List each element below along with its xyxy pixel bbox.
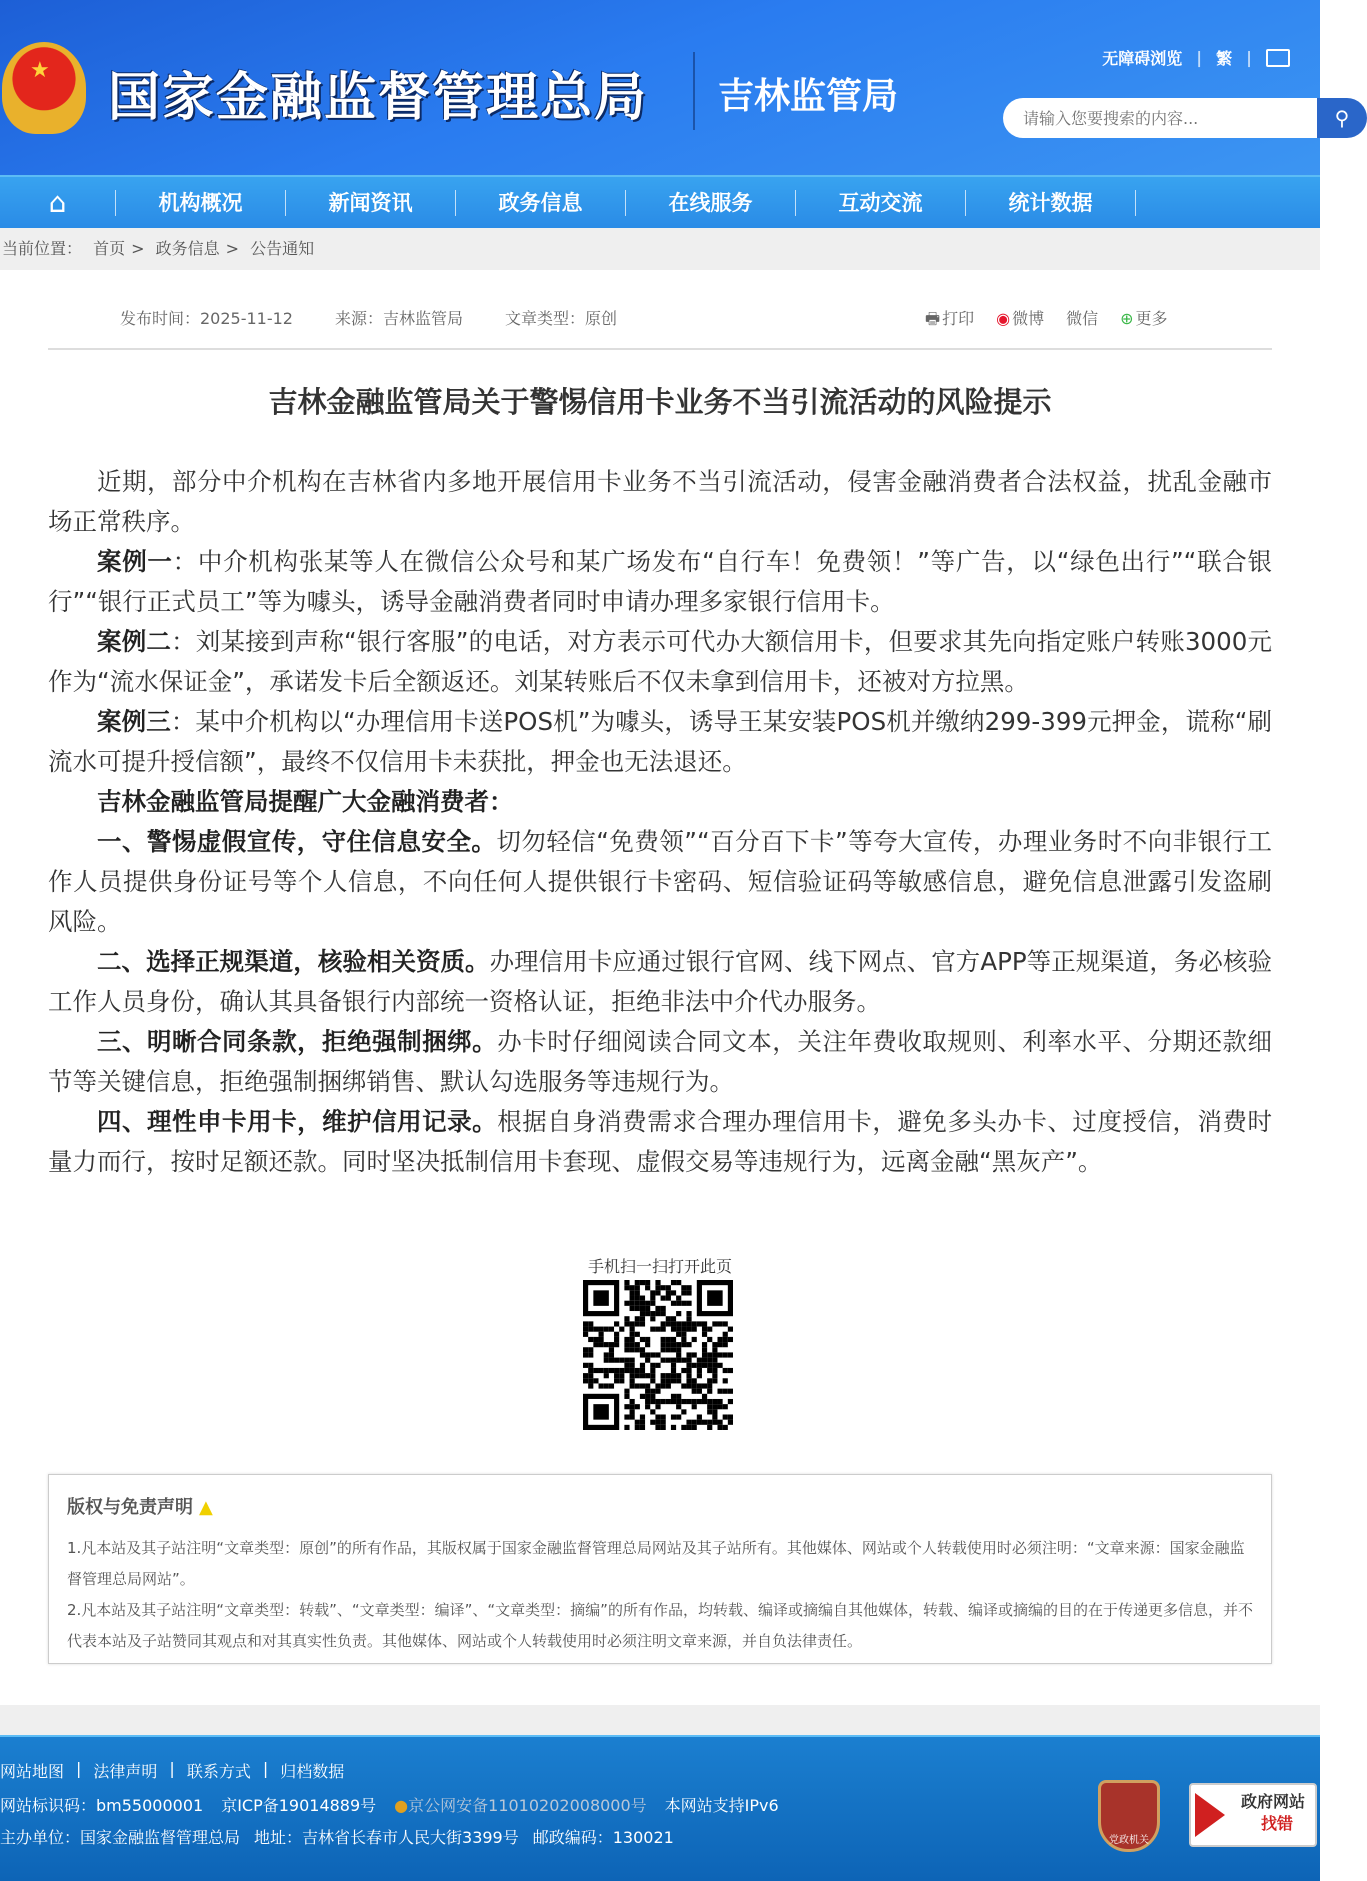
- article-paragraph: [48, 622, 1272, 702]
- postcode-text: 邮政编码：130021: [532, 1828, 674, 1847]
- more-button[interactable]: [1120, 306, 1167, 335]
- breadcrumb-sep: >: [225, 239, 240, 258]
- footer: [0, 1735, 1320, 1881]
- top-links: 无障碍浏览 | 繁 |: [1102, 46, 1290, 69]
- article-paragraph: [48, 822, 1272, 942]
- national-emblem-icon: ★: [2, 42, 86, 134]
- footer-links: 网站地图 | 法律声明 | 联系方式 | 归档数据: [0, 1759, 345, 1781]
- article-title: 吉林金融监管局关于警惕信用卡业务不当引流活动的风险提示: [268, 385, 1052, 419]
- weibo-button[interactable]: [996, 306, 1044, 335]
- home-icon[interactable]: ⌂: [48, 186, 67, 219]
- disclaimer-box: [48, 1474, 1272, 1664]
- weibo-icon: ◉: [996, 309, 1011, 328]
- print-label: 打印: [942, 309, 975, 328]
- paragraph-text: 切勿轻信“免费领”“百分百下卡”等夸大宣传，办理业务时不向非银行工作人员提供身份证号等个人信息，不向任何人提供银行卡密码、短信验证码等敏感信息，避免信息泄露引发盗刷风险。: [48, 827, 1272, 936]
- police-text: 京公网安备11010202008000号: [408, 1796, 647, 1815]
- article-meta: [120, 306, 617, 329]
- qr-code: [583, 1280, 733, 1430]
- search-button[interactable]: [1317, 98, 1367, 138]
- nav-item[interactable]: 互动交流: [795, 190, 965, 216]
- more-label: 更多: [1135, 309, 1168, 328]
- footer-link[interactable]: 联系方式: [186, 1762, 251, 1781]
- paragraph-heading: 四、理性申卡用卡，维护信用记录。: [97, 1107, 498, 1136]
- paragraph-heading: 案例二: [97, 627, 172, 656]
- plus-icon: ⊕: [1120, 309, 1134, 328]
- police-emblem-icon: ●: [394, 1796, 409, 1815]
- mail-icon[interactable]: [1266, 49, 1290, 67]
- breadcrumb: [0, 228, 1320, 270]
- address-text: 地址：吉林省长春市人民大街3399号: [254, 1828, 519, 1847]
- divider: [48, 348, 1272, 350]
- paragraph-heading: 案例三: [97, 707, 171, 736]
- print-button[interactable]: [925, 306, 974, 335]
- paragraph-text: ：中介机构张某等人在微信公众号和某广场发布“自行车！免费领！”等广告，以“绿色出行”“联合银行”“银行正式员工”等为噱头，诱导金融消费者同时申请办理多家银行信用卡。: [48, 547, 1272, 616]
- police-link[interactable]: [394, 1793, 647, 1816]
- footer-link[interactable]: 法律声明: [93, 1762, 158, 1781]
- accessibility-link[interactable]: 无障碍浏览: [1102, 49, 1183, 68]
- party-government-badge[interactable]: [1098, 1780, 1160, 1852]
- paragraph-heading: 三、明晰合同条款，拒绝强制捆绑。: [97, 1027, 498, 1056]
- paragraph-heading: 案例一: [97, 547, 173, 576]
- header: [0, 0, 1350, 175]
- site-id: 网站标识码：bm55000001: [0, 1796, 204, 1815]
- main-nav: [0, 175, 1320, 228]
- breadcrumb-item[interactable]: 政务信息: [155, 239, 220, 258]
- article-paragraph: [48, 782, 1272, 822]
- sub-site-title[interactable]: 吉林监管局: [718, 76, 899, 117]
- nav-item[interactable]: 统计数据: [965, 190, 1135, 216]
- breadcrumb-item[interactable]: 公告通知: [250, 239, 315, 258]
- nav-item[interactable]: 在线服务: [625, 190, 795, 216]
- share-bar: [925, 306, 1168, 335]
- article-paragraph: [48, 1022, 1272, 1102]
- breadcrumb-label: 当前位置：: [2, 239, 83, 258]
- paragraph-text: 根据自身消费需求合理办理信用卡，避免多头办卡、过度授信，消费时量力而行，按时足额还款。同时坚决抵制信用卡套现、虚假交易等违规行为，远离金融“黑灰产”。: [48, 1107, 1273, 1176]
- badge-label: 党政机关: [1109, 1835, 1149, 1846]
- paragraph-text: 办卡时仔细阅读合同文本，关注年费收取规则、利率水平、分期还款细节等关键信息，拒绝强制捆绑销售、默认勾选服务等违规行为。: [48, 1027, 1273, 1096]
- warning-icon: ▲: [199, 1497, 213, 1518]
- disclaimer-item: 1.凡本站及其子站注明“文章类型：原创”的所有作品，其版权属于国家金融监督管理总局网站及其子站所有。其他媒体、网站或个人转载使用时必须注明：“文章来源：国家金融监督管理总局网站”。: [67, 1539, 1245, 1588]
- publish-date: 发布时间：2025-11-12: [120, 309, 293, 328]
- divider: [693, 52, 695, 130]
- footer-link[interactable]: 归档数据: [280, 1762, 345, 1781]
- nav-item[interactable]: 政务信息: [455, 190, 625, 216]
- search-box: [1003, 98, 1350, 138]
- footer-host: [0, 1825, 674, 1848]
- breadcrumb-home[interactable]: 首页: [93, 239, 126, 258]
- paragraph-text: 近期，部分中介机构在吉林省内多地开展信用卡业务不当引流活动，侵害金融消费者合法权益，扰乱金融市场正常秩序。: [48, 467, 1272, 536]
- paragraph-text: ：刘某接到声称“银行客服”的电话，对方表示可代办大额信用卡，但要求其先向指定账户转账3000元作为“流水保证金”，承诺发卡后全额返还。刘某转账后不仅未拿到信用卡，还被对方拉黑。: [48, 627, 1273, 696]
- article-type: 文章类型：原创: [505, 309, 618, 328]
- wechat-button[interactable]: 微信: [1066, 309, 1099, 328]
- icp-link[interactable]: 京ICP备19014889号: [221, 1796, 377, 1815]
- footer-link[interactable]: 网站地图: [0, 1762, 65, 1781]
- site-title[interactable]: 国家金融监督管理总局: [108, 68, 649, 128]
- article-paragraph: [48, 542, 1272, 622]
- footer-ids: [0, 1793, 779, 1816]
- divider: [1135, 190, 1136, 216]
- report-error-badge[interactable]: [1189, 1783, 1317, 1847]
- host-text: 主办单位：国家金融监督管理总局: [0, 1828, 241, 1847]
- qr-label: 手机扫一扫打开此页: [587, 1257, 732, 1276]
- magnifier-icon: [1195, 1793, 1225, 1837]
- printer-icon: 🖶: [925, 309, 941, 328]
- paragraph-heading: 吉林金融监管局提醒广大金融消费者：: [97, 787, 514, 816]
- breadcrumb-sep: >: [131, 239, 145, 258]
- paragraph-text: 办理信用卡应通过银行官网、线下网点、官方APP等正规渠道，务必核验工作人员身份，确认其具备银行内部统一资格认证，拒绝非法中介代办服务。: [48, 947, 1272, 1016]
- ipv6-text: 本网站支持IPv6: [664, 1796, 779, 1815]
- article-paragraph: [48, 942, 1272, 1022]
- disclaimer-title: [67, 1493, 1253, 1519]
- article-paragraph: [48, 702, 1272, 782]
- footer-spacer: [0, 1705, 1320, 1737]
- article-body: [48, 462, 1272, 1182]
- nav-item[interactable]: 新闻资讯: [285, 190, 455, 216]
- disclaimer-title-text: 版权与免责声明: [67, 1497, 193, 1518]
- nav-item[interactable]: 机构概况: [115, 190, 285, 216]
- article-paragraph: [48, 462, 1272, 542]
- article-paragraph: [48, 1102, 1272, 1182]
- badge-label: 政府网站: [1241, 1792, 1306, 1811]
- paragraph-heading: 一、警惕虚假宣传，守住信息安全。: [97, 827, 497, 856]
- disclaimer-item: 2.凡本站及其子站注明“文章类型：转载”、“文章类型：编译”、“文章类型：摘编”的所有作品，均转载、编译或摘编自其他媒体，转载、编译或摘编的目的在于传递更多信息，并不代表本站及子站赞同其观点和对其真实性负责。其他媒体、网站或个人转载使用时必须注明文章来源，并自负法律责任。: [67, 1601, 1253, 1650]
- badge-label: 找错: [1261, 1814, 1294, 1833]
- search-input[interactable]: [1003, 98, 1317, 138]
- weibo-label: 微博: [1012, 309, 1045, 328]
- paragraph-text: ：某中介机构以“办理信用卡送POS机”为噱头，诱导王某安装POS机并缴纳299-399元押金，谎称“刷流水可提升授信额”，最终不仅信用卡未获批，押金也无法退还。: [48, 707, 1272, 776]
- paragraph-heading: 二、选择正规渠道，核验相关资质。: [97, 947, 490, 976]
- traditional-chinese-link[interactable]: 繁: [1216, 49, 1233, 68]
- search-icon: ⚲: [1334, 106, 1350, 130]
- article-source: 来源：吉林监管局: [335, 309, 464, 328]
